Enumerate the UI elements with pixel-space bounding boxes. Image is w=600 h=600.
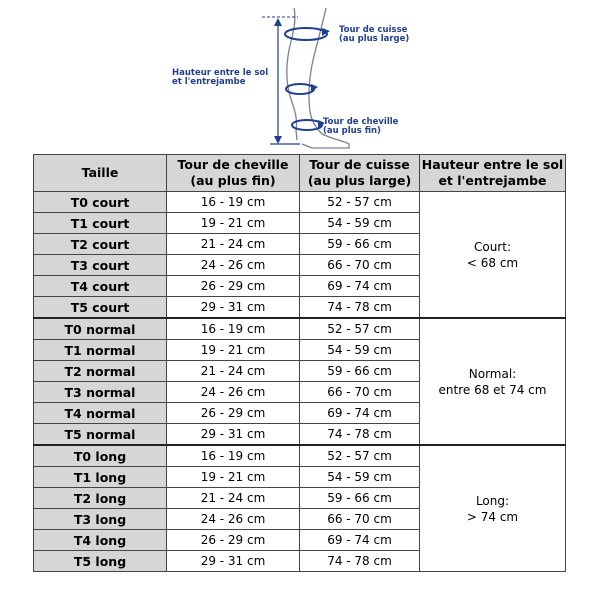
thigh-label-line1: Tour de cuisse bbox=[339, 25, 408, 35]
thigh-cell: 52 - 57 cm bbox=[300, 445, 420, 467]
ankle-cell: 21 - 24 cm bbox=[167, 488, 300, 509]
height-group-cell bbox=[420, 192, 566, 319]
size-cell: T1 normal bbox=[34, 340, 167, 361]
thigh-cell: 59 - 66 cm bbox=[300, 234, 420, 255]
size-cell: T2 long bbox=[34, 488, 167, 509]
size-cell: T0 court bbox=[34, 192, 167, 213]
size-cell: T4 normal bbox=[34, 403, 167, 424]
header-height: Hauteur entre le sol et l'entrejambe bbox=[420, 155, 566, 192]
knee-ring-icon bbox=[286, 84, 314, 94]
size-cell: T1 long bbox=[34, 467, 167, 488]
size-cell: T3 long bbox=[34, 509, 167, 530]
size-cell: T5 normal bbox=[34, 424, 167, 446]
thigh-cell: 66 - 70 cm bbox=[300, 255, 420, 276]
height-group-cell bbox=[420, 318, 566, 445]
ankle-label-line2: (au plus fin) bbox=[323, 126, 381, 136]
ankle-label bbox=[323, 118, 398, 136]
height-group-cell bbox=[420, 445, 566, 572]
thigh-cell: 52 - 57 cm bbox=[300, 318, 420, 340]
size-cell: T0 long bbox=[34, 445, 167, 467]
thigh-label bbox=[339, 26, 409, 44]
ankle-cell: 16 - 19 cm bbox=[167, 192, 300, 213]
thigh-cell: 59 - 66 cm bbox=[300, 361, 420, 382]
thigh-label-line2: (au plus large) bbox=[339, 34, 410, 44]
height-group-line: entre 68 et 74 cm bbox=[438, 382, 547, 397]
thigh-cell: 69 - 74 cm bbox=[300, 403, 420, 424]
ankle-cell: 29 - 31 cm bbox=[167, 424, 300, 446]
thigh-cell: 66 - 70 cm bbox=[300, 382, 420, 403]
thigh-cell: 59 - 66 cm bbox=[300, 488, 420, 509]
ankle-cell: 16 - 19 cm bbox=[167, 318, 300, 340]
ankle-cell: 26 - 29 cm bbox=[167, 403, 300, 424]
height-group-line: < 68 cm bbox=[466, 255, 519, 270]
height-group-line: > 74 cm bbox=[466, 509, 519, 524]
ankle-cell: 24 - 26 cm bbox=[167, 509, 300, 530]
thigh-cell: 52 - 57 cm bbox=[300, 192, 420, 213]
header-thigh: Tour de cuisse (au plus large) bbox=[300, 155, 420, 192]
size-cell: T2 court bbox=[34, 234, 167, 255]
thigh-cell: 74 - 78 cm bbox=[300, 297, 420, 319]
size-cell: T3 court bbox=[34, 255, 167, 276]
header-size: Taille bbox=[34, 155, 167, 192]
size-cell: T2 normal bbox=[34, 361, 167, 382]
leg-illustration bbox=[0, 0, 600, 150]
size-table bbox=[33, 154, 566, 572]
thigh-cell: 54 - 59 cm bbox=[300, 213, 420, 234]
thigh-cell: 69 - 74 cm bbox=[300, 276, 420, 297]
size-cell: T4 court bbox=[34, 276, 167, 297]
size-cell: T5 court bbox=[34, 297, 167, 319]
height-group-line: Long: bbox=[475, 493, 510, 508]
table-row bbox=[34, 445, 566, 467]
ankle-cell: 19 - 21 cm bbox=[167, 340, 300, 361]
arrow-up-icon bbox=[274, 18, 282, 26]
ankle-cell: 26 - 29 cm bbox=[167, 530, 300, 551]
height-label-line1: Hauteur entre le sol bbox=[172, 68, 269, 78]
ankle-cell: 24 - 26 cm bbox=[167, 382, 300, 403]
table-row bbox=[34, 318, 566, 340]
height-label bbox=[172, 69, 268, 87]
size-cell: T1 court bbox=[34, 213, 167, 234]
ankle-cell: 21 - 24 cm bbox=[167, 234, 300, 255]
header-ankle: Tour de cheville (au plus fin) bbox=[167, 155, 300, 192]
ankle-cell: 29 - 31 cm bbox=[167, 297, 300, 319]
ankle-cell: 24 - 26 cm bbox=[167, 255, 300, 276]
thigh-cell: 54 - 59 cm bbox=[300, 467, 420, 488]
thigh-cell: 74 - 78 cm bbox=[300, 424, 420, 446]
height-label-line2: et l'entrejambe bbox=[172, 77, 246, 87]
height-group-line: Normal: bbox=[468, 366, 517, 381]
knee-ring-arrow-icon bbox=[311, 84, 318, 92]
ankle-cell: 21 - 24 cm bbox=[167, 361, 300, 382]
thigh-ring-icon bbox=[285, 28, 327, 40]
ankle-label-line1: Tour de cheville bbox=[323, 117, 399, 127]
thigh-cell: 69 - 74 cm bbox=[300, 530, 420, 551]
size-cell: T4 long bbox=[34, 530, 167, 551]
size-cell: T5 long bbox=[34, 551, 167, 572]
ankle-cell: 19 - 21 cm bbox=[167, 213, 300, 234]
thigh-cell: 74 - 78 cm bbox=[300, 551, 420, 572]
table-body bbox=[34, 192, 566, 572]
size-cell: T3 normal bbox=[34, 382, 167, 403]
ankle-cell: 29 - 31 cm bbox=[167, 551, 300, 572]
leg-measurement-diagram bbox=[0, 0, 600, 150]
ankle-cell: 26 - 29 cm bbox=[167, 276, 300, 297]
table-row bbox=[34, 192, 566, 213]
height-group-line: Court: bbox=[473, 239, 511, 254]
table-header-row bbox=[34, 155, 566, 192]
arrow-down-icon bbox=[274, 136, 282, 144]
thigh-cell: 54 - 59 cm bbox=[300, 340, 420, 361]
size-cell: T0 normal bbox=[34, 318, 167, 340]
ankle-cell: 19 - 21 cm bbox=[167, 467, 300, 488]
ankle-cell: 16 - 19 cm bbox=[167, 445, 300, 467]
thigh-cell: 66 - 70 cm bbox=[300, 509, 420, 530]
